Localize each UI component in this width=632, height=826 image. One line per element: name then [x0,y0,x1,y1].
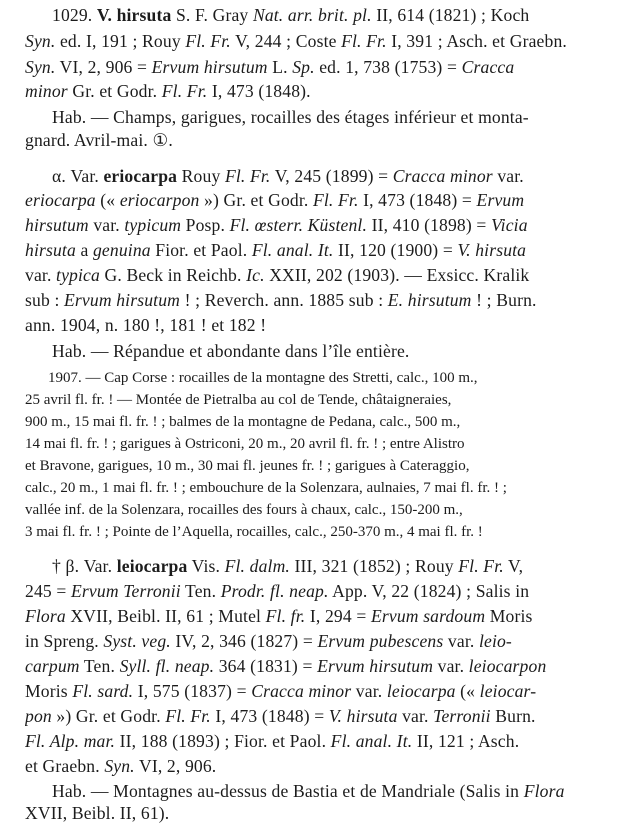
text-segment: Moris [485,606,533,626]
italic-segment: Ic. [246,265,265,285]
text-segment: II, 614 (1821) ; Koch [371,5,530,25]
italic-segment: E. hirsutum [387,290,472,310]
text-segment: 900 m., 15 mai fl. fr. ! ; balmes de la montagne de Pedana, calc., 500 m., [25,414,461,430]
text-segment: 14 mai fl. fr. ! ; garigues à Ostriconi, 20 m., 20 avril fl. fr. ! ; entre Alistro [25,436,465,452]
italic-segment: Flora [25,606,66,626]
text-segment: II, 410 (1898) = [367,215,492,235]
collection-line [48,367,632,389]
text-line [25,212,632,238]
italic-segment: hirsuta [25,240,76,260]
text-segment: VI, 2, 906. [134,756,217,776]
text-segment: Moris [25,681,73,701]
italic-segment: leiocarpa [386,681,456,701]
italic-segment: eriocarpon [119,190,200,210]
italic-segment: Fl. Fr. [224,166,271,186]
variety-alpha-line [52,163,632,189]
italic-segment: hirsutum [25,215,89,235]
text-segment: I, 391 ; Asch. et Graebn. [386,31,567,51]
italic-segment: eriocarpa [25,190,96,210]
text-segment: Rouy [177,166,225,186]
italic-segment: carpum [25,656,80,676]
text-segment: ! ; Reverch. ann. 1885 sub : [180,290,388,310]
text-line [25,237,632,263]
text-line [25,312,632,338]
italic-segment: Ervum sardoum [370,606,486,626]
collection-line [25,521,632,543]
text-segment: Ten. [180,581,221,601]
italic-segment: Fl. œsterr. Küstenl. [229,215,368,235]
text-segment: var. [351,681,387,701]
text-segment: Posp. [181,215,230,235]
bold-segment: eriocarpa [103,166,178,186]
text-segment: Hab. — Répandue et abondante dans l’île entière. [52,341,410,361]
italic-segment: Fl. Fr. [161,81,208,101]
text-segment: I, 473 (1848). [207,81,311,101]
italic-segment: typicum [124,215,182,235]
text-line [25,703,632,729]
text-line [25,628,632,654]
collection-line [25,389,632,411]
italic-segment: Syst. veg. [103,631,171,651]
italic-segment: Cracca minor [392,166,493,186]
text-segment: et Bravone, garigues, 10 m., 30 mai fl. jeunes fr. ! ; garigues à Cateraggio, [25,458,470,474]
collection-line [25,477,632,499]
text-segment: I, 473 (1848) = [358,190,477,210]
italic-segment: V. hirsuta [328,706,398,726]
italic-segment: minor [25,81,68,101]
collection-line [25,433,632,455]
italic-segment: Ervum pubescens [317,631,444,651]
text-segment: ed. 1, 738 (1753) = [314,57,462,77]
italic-segment: Sp. [292,57,315,77]
text-segment: Hab. — Champs, garigues, rocailles des étages inférieur et monta- [52,107,529,127]
text-segment: et Graebn. [25,756,105,776]
species-heading-line [52,2,632,28]
text-segment: I, 575 (1837) = [133,681,252,701]
text-segment: 25 avril fl. fr. ! — Montée de Pietralba au col de Tende, châtaigneraies, [25,392,452,408]
text-segment: 3 mai fl. fr. ! ; Pointe de l’Aquella, rocailles, calc., 250-370 m., 4 mai fl. fr. ! [25,524,483,540]
italic-segment: leiocarpon [468,656,547,676]
text-segment: II, 121 ; Asch. [412,731,520,751]
italic-segment: Cracca minor [251,681,352,701]
text-segment: † β. Var. [52,556,117,576]
text-segment: (« [95,190,120,210]
text-segment: 1907. — Cap Corse : rocailles de la montagne des Stretti, calc., 100 m., [48,370,478,386]
collection-line [25,499,632,521]
text-segment: XVII, Beibl. II, 61 ; Mutel [65,606,266,626]
text-segment: Hab. — Montagnes au-dessus de Bastia et de Mandriale (Salis in [52,781,524,801]
text-segment: III, 321 (1852) ; Rouy [289,556,459,576]
text-segment: L. [267,57,293,77]
text-segment: 1029. [52,5,97,25]
text-segment: S. F. Gray [171,5,253,25]
italic-segment: Syll. fl. neap. [119,656,215,676]
italic-segment: Nat. arr. brit. pl. [252,5,372,25]
text-line [25,678,632,704]
text-segment: ») Gr. et Godr. [51,706,166,726]
italic-segment: Syn. [25,31,56,51]
text-segment: ») Gr. et Godr. [199,190,313,210]
text-segment: App. V, 22 (1824) ; Salis in [328,581,530,601]
text-line [25,78,632,104]
text-segment: Gr. et Godr. [67,81,162,101]
text-segment: VI, 2, 906 = [55,57,152,77]
italic-segment: Fl. sard. [72,681,134,701]
text-line [25,287,632,313]
text-segment: Vis. [187,556,225,576]
italic-segment: Fl. Fr. [458,556,504,576]
text-line [25,28,632,54]
italic-segment: Fl. fr. [265,606,306,626]
text-segment: II, 188 (1893) ; Fior. et Paol. [115,731,331,751]
text-segment: calc., 20 m., 1 mai fl. fr. ! ; embouchure de la Solenzara, aulnaies, 7 mai fl. fr. ! ; [25,480,507,496]
italic-segment: typica [56,265,100,285]
text-segment: var. [443,631,479,651]
italic-segment: Ervum hirsutum [64,290,181,310]
italic-segment: Prodr. fl. neap. [220,581,329,601]
text-line [25,578,632,604]
text-segment: 245 = [25,581,72,601]
text-line [25,728,632,754]
italic-segment: Fl. anal. It. [330,731,413,751]
text-segment: var. [397,706,434,726]
text-segment: G. Beck in Reichb. [99,265,247,285]
text-segment: α. Var. [52,166,104,186]
italic-segment: Ervum [476,190,525,210]
text-segment: vallée inf. de la Solenzara, rocailles des fours à chaux, calc., 150-200 m., [25,502,463,518]
text-line [25,653,632,679]
text-line [25,262,632,288]
bold-segment: V. hirsuta [96,5,172,25]
text-segment: I, 294 = [305,606,371,626]
text-segment: var. [88,215,125,235]
text-segment: XXII, 202 (1903). — Exsicc. Kralik [264,265,530,285]
italic-segment: Fl. Fr. [341,31,387,51]
italic-segment: Vicia [491,215,528,235]
text-segment: 364 (1831) = [214,656,318,676]
text-segment: Burn. [490,706,536,726]
italic-segment: Fl. Fr. [312,190,359,210]
text-line [25,603,632,629]
text-segment: in Spreng. [25,631,104,651]
italic-segment: Fl. Fr. [185,31,231,51]
text-segment: I, 473 (1848) = [210,706,329,726]
text-segment: Fior. et Paol. [150,240,252,260]
text-segment: ann. 1904, n. 180 !, 181 ! et 182 ! [25,315,267,335]
italic-segment: Syn. [25,57,56,77]
text-segment: IV, 2, 346 (1827) = [170,631,318,651]
text-segment: V, 244 ; Coste [230,31,342,51]
italic-segment: Ervum Terronii [71,581,181,601]
italic-segment: leio- [478,631,512,651]
text-segment: (« [455,681,480,701]
text-segment: Ten. [79,656,120,676]
text-segment: var. [25,265,57,285]
habitat-line [52,338,632,364]
italic-segment: Flora [523,781,565,801]
text-line [25,54,632,80]
text-segment: gnard. Avril-mai. ①. [25,130,173,150]
text-segment: a [75,240,93,260]
italic-segment: genuina [92,240,151,260]
italic-segment: Syn. [104,756,135,776]
text-segment: var. [433,656,469,676]
italic-segment: V. hirsuta [457,240,527,260]
collection-line [25,455,632,477]
collection-line [25,411,632,433]
text-line [25,753,632,779]
italic-segment: Fl. anal. It. [251,240,334,260]
text-segment: V, [503,556,524,576]
italic-segment: Fl. Fr. [165,706,211,726]
italic-segment: leiocar- [479,681,537,701]
italic-segment: Ervum hirsutum [151,57,268,77]
text-line [25,800,632,826]
italic-segment: Cracca [461,57,515,77]
italic-segment: Fl. dalm. [224,556,290,576]
italic-segment: pon [25,706,52,726]
text-segment: II, 120 (1900) = [333,240,458,260]
italic-segment: Ervum hirsutum [317,656,434,676]
text-segment: ed. I, 191 ; Rouy [55,31,186,51]
text-segment: XVII, Beibl. II, 61). [25,803,170,823]
bold-segment: leiocarpa [116,556,188,576]
text-segment: var. [492,166,524,186]
italic-segment: Terronii [433,706,491,726]
text-segment: sub : [25,290,65,310]
text-segment: ! ; Burn. [471,290,537,310]
text-line [25,127,632,153]
variety-beta-line [52,553,632,579]
text-line [25,187,632,213]
italic-segment: Fl. Alp. mar. [25,731,116,751]
text-segment: V, 245 (1899) = [270,166,393,186]
